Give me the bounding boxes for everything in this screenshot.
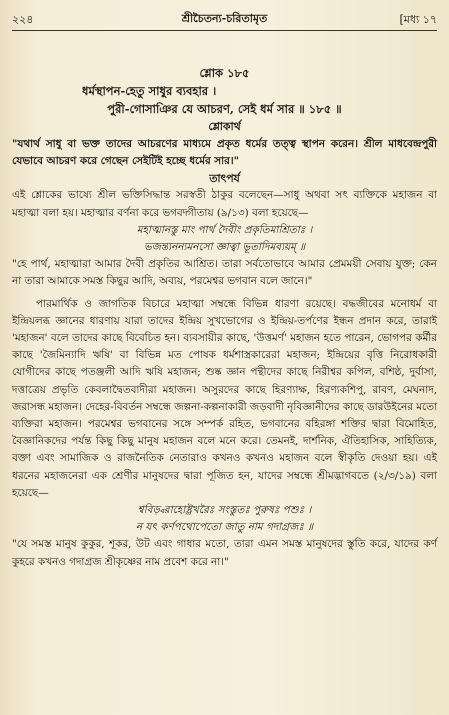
bhagavatam-verse-line-1: শ্ববিড়্বরাহোষ্ট্রখরৈঃ সংস্তুতঃ পুরুষঃ পশুঃ । — [137, 504, 312, 517]
verse-line-2: পুরী-গোসাঞির যে আচরণ, সেই ধর্ম সার ॥ ১৮৫ ॥ — [107, 102, 342, 116]
bhagavatam-verse-line-2: ন যৎ কর্ণপথোপেতো জাতু নাম গদাগ্রজঃ ॥ — [135, 521, 314, 534]
header-rule — [12, 30, 437, 31]
translation-text: "যথার্থ সাধু বা ভক্ত তাদের আচরণের মাধ্যমে প্রকৃত ধর্মের তত্ত্ব স্থাপন করেন। শ্রীল মাধবেন্দ্রপুরী যেভাবে আচরণ করে গেছেন সেইটিই হচ্ছে ধর্মের সার।" — [12, 138, 437, 168]
verse-text — [12, 82, 437, 118]
translation-label: শ্লোকার্থ — [208, 120, 241, 133]
purport-paragraph: পারমার্থিক ও জাগতিক বিচারে মহাত্মা সম্বন্ধে বিভিন্ন ধারণা রয়েছে। বদ্ধজীবের মনোধর্ম বা ইন্দ্রিয়লব্ধ জ্ঞানের ধারণায় যারা তাদের ইন্দ্রিয় সুখভোগের ও ইন্দ্রিয়-তর্পণের ইন্ধন প্রদান করে, তারাই 'মহাজন' বলে তাদের কাছে বিবেচিত হন। ব্যবসায়ীর কাছে, 'উত্তমর্ণ' মহাজন হতে পারেন, ভোগপর কর্মীর কাছে 'জৈমিন্যাদি ঋষি' বা বিভিন্ন মত পোষক ধর্মশাস্ত্রকারেরা মহাজন; ইন্দ্রিয়ের বৃত্তি নিরোধকারী যোগীদের কাছে পতঞ্জলী আদি ঋষি মহাজন; শুষ্ক জ্ঞান পন্থীদের কাছে নিরীশ্বর কপিল, বশিষ্ঠ, দুর্বাসা, দত্তাত্রেয় প্রভৃতি কেবলাদ্বৈতবাদীরা মহাজন। অসুরদের কাছে হিরণ্যাক্ষ, হিরণ্যকশিপু, রাবণ, মেঘনাদ, জরাসন্ধ মহাজন। দেহের-বিবর্তন সম্বন্ধে জল্পনা-কল্পনাকারী জড়বাদী নৃবিজ্ঞানীদের কাছে ডারউইনের মতো ব্যক্তিরা মহাজন। পরমেশ্বর ভগবানের সঙ্গে সম্পর্ক রহিত, ভগবানের বহিরঙ্গা শক্তির দ্বারা বিমোহিত, বৈজ্ঞানিকদের পর্যন্ত কিছু কিছু মানুষ মহাজন বলে মনে করে। তেমনই, দার্শনিক, ঐতিহাসিক, সাহিত্যিক, বক্তা এবং সামাজিক ও রাজনৈতিক নেতারাও কখনও কখনও মহাজন বলে স্বীকৃতি দেওয়া হয়। এই ধরনের মহাজনেরা এক শ্রেণীর মানুষদের দ্বারা পূজিত হন, যাদের সম্বন্ধে শ্রীমদ্ভাগবতে (২/৩/১৯) বলা হয়েছে— — [12, 297, 437, 499]
purport-intro: এই শ্লোকের ভাষ্যে শ্রীল ভক্তিসিদ্ধান্ত সরস্বতী ঠাকুর বলেছেন—সাধু অথবা সৎ ব্যক্তিকে মহাজন বা মহাত্মা বলা হয়। মহাত্মার বর্ণনা করে ভগবদ্গীতায় (৯/১৩) বলা হয়েছে— — [12, 189, 437, 219]
page-body — [12, 38, 437, 571]
purport-label: তাৎপর্য — [209, 172, 240, 186]
verse-line-1: ধর্মস্থাপন-হেতু সাধুর ব্যবহার । — [82, 84, 217, 98]
chapter-marker: [মধ্য ১৭ — [399, 13, 437, 26]
gita-verse — [12, 222, 437, 256]
bhagavatam-verse — [12, 502, 437, 536]
gita-verse-line-2: ভজন্ত্যনন্যমনসো জ্ঞাত্বা ভূতাদিমব্যয়ম্ ॥ — [143, 241, 306, 254]
running-title: শ্রীচৈতন্য-চরিতামৃত — [181, 12, 268, 25]
verse-heading: শ্লোক ১৮৫ — [199, 66, 250, 80]
page-header — [12, 10, 437, 28]
gita-translation: "হে পার্থ, মহাত্মারা আমার দৈবী প্রকৃতির আশ্রিত। তারা সর্বতোভাবে আমার প্রেমময়ী সেবায় যুক্ত; কেন না তারা আমাকে সমস্ত কিছুর আদি, অব্যয়, পরমেশ্বর ভগবান বলে জানে।" — [12, 258, 437, 288]
gita-verse-line-1: মহাত্মানস্তু মাং পার্থ দৈবীং প্রকৃতিমাশ্রিতাঃ । — [136, 223, 313, 236]
bhagavatam-translation: "যে সমস্ত মানুষ কুকুর, শূকর, উট এবং গাধার মতো, তারা এমন সমস্ত মানুষদের স্তুতি করে, যাদের কর্ণ কুহরে কখনও গদাগ্রজ শ্রীকৃষ্ণের নাম প্রবেশ করে না।" — [12, 538, 437, 568]
page-number: ২২৪ — [12, 13, 34, 26]
